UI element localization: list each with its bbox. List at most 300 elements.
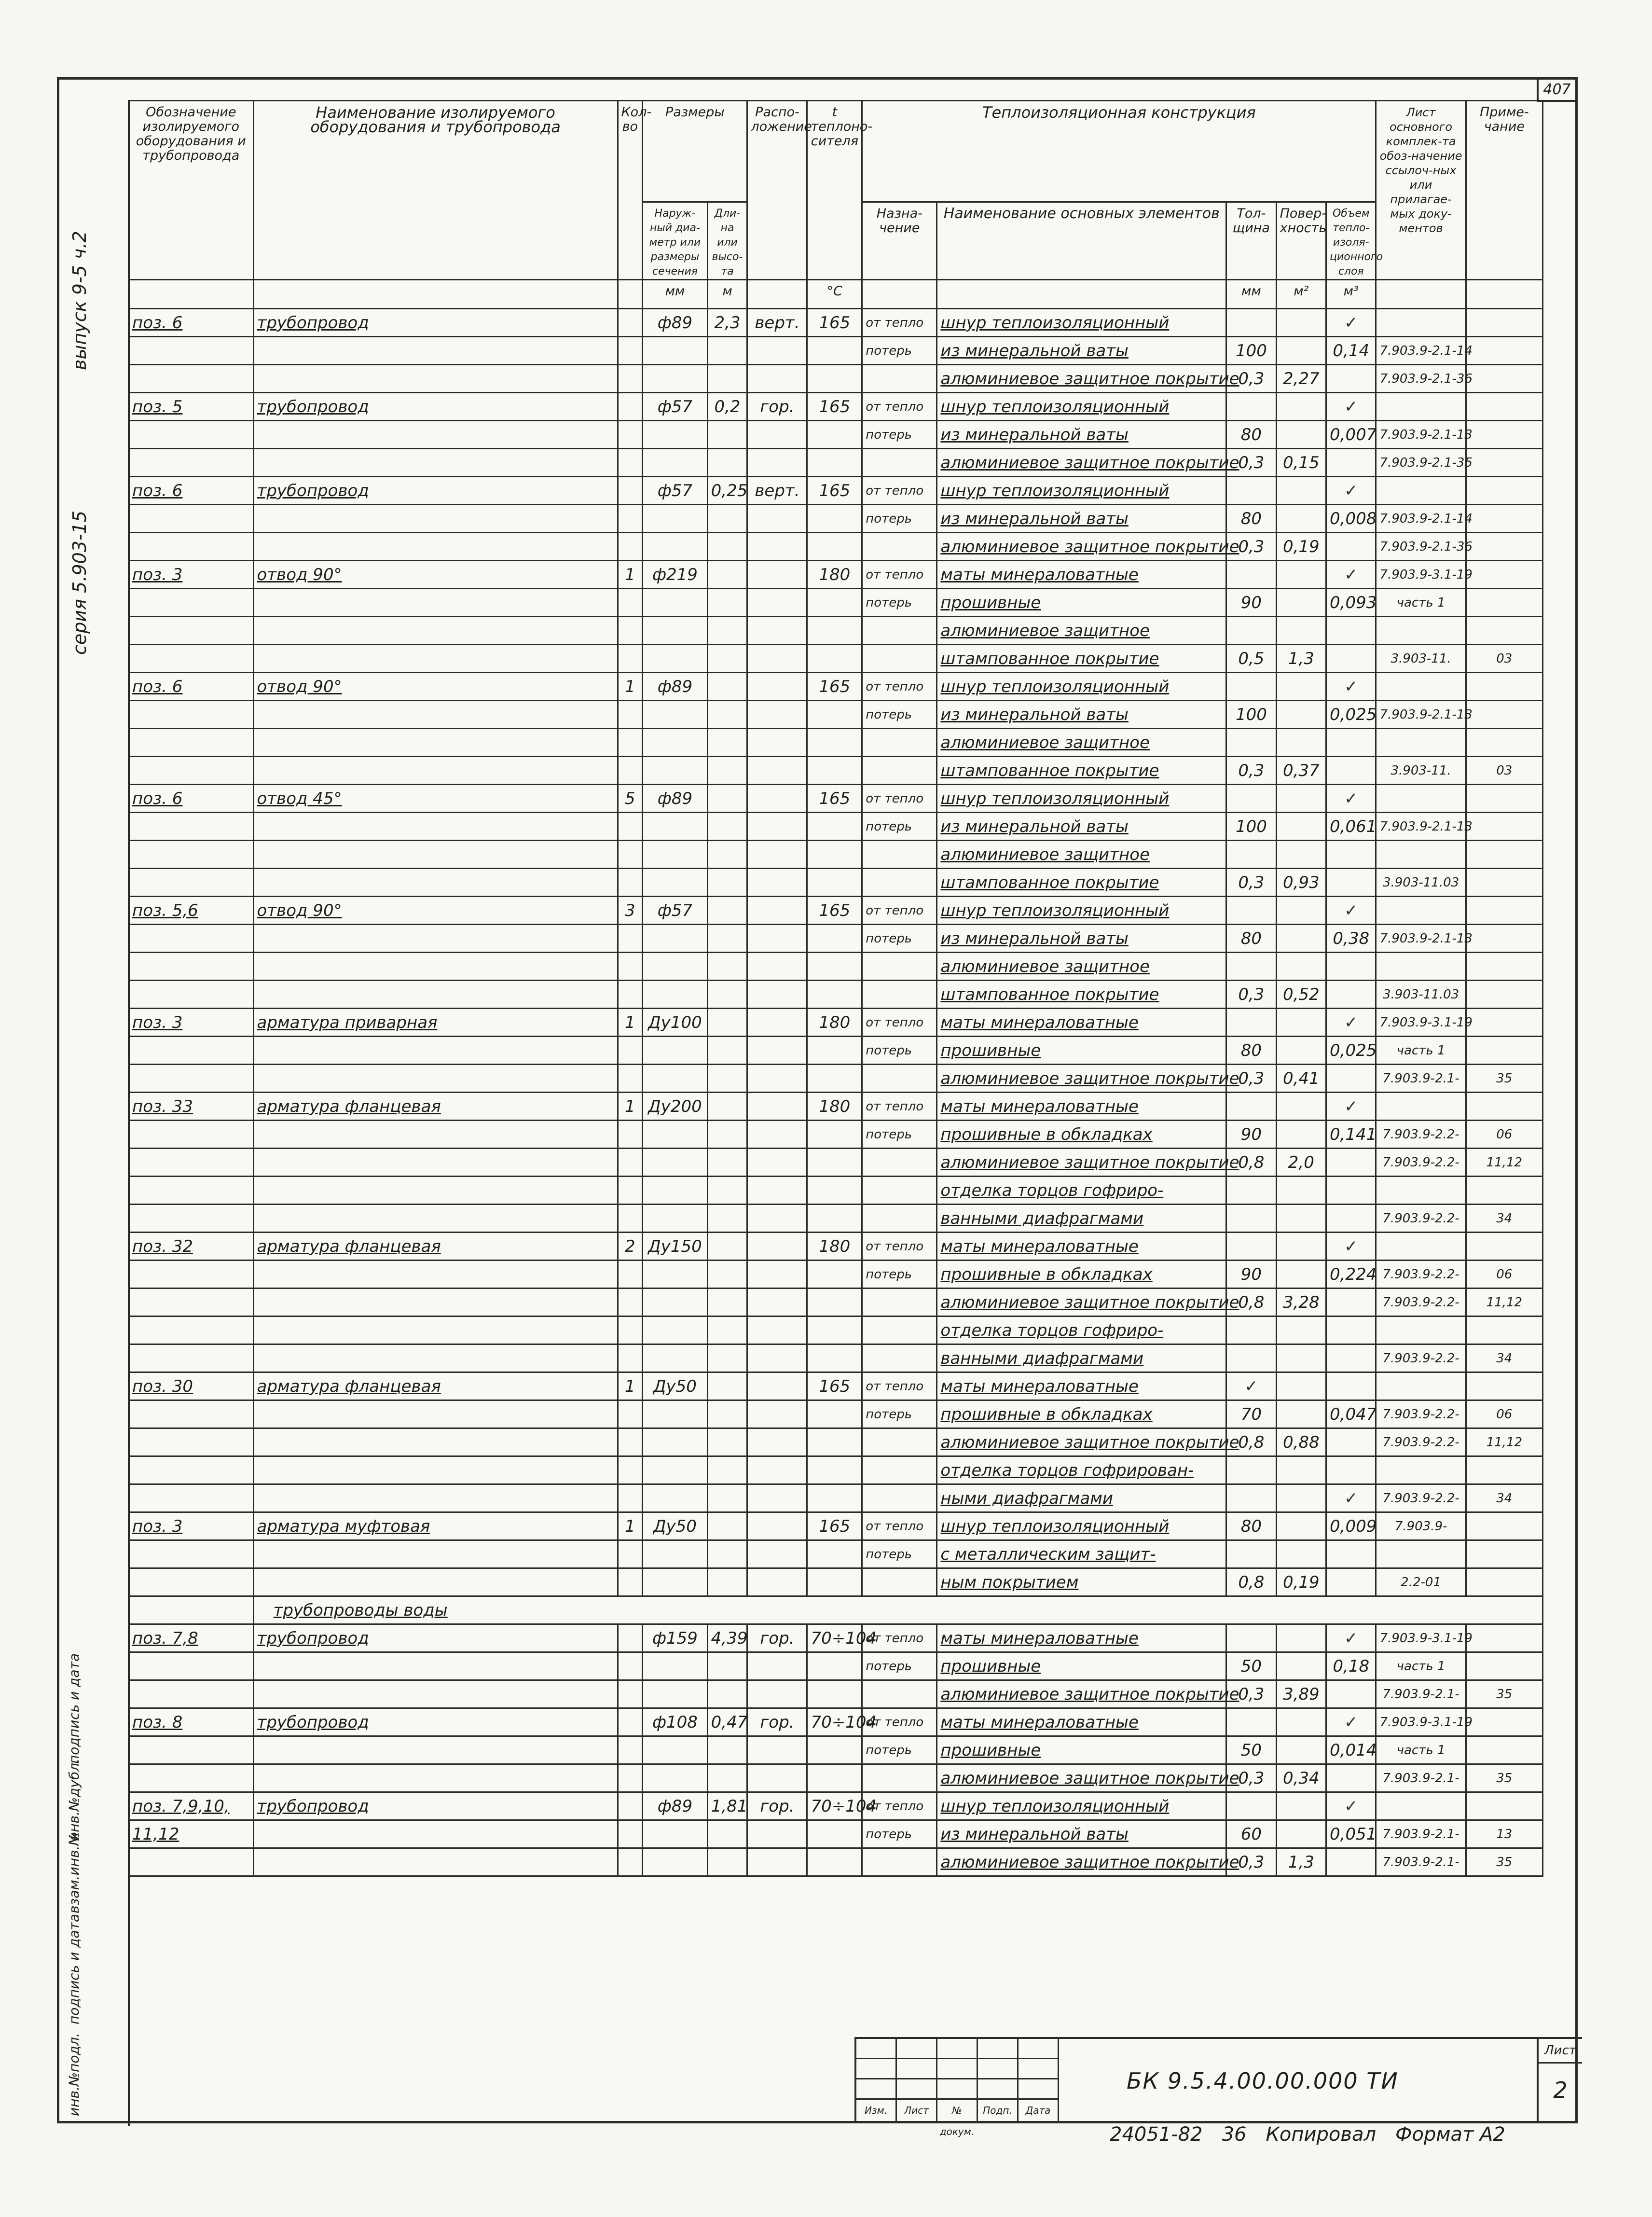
cell-surface: 0,41 <box>1276 1065 1326 1093</box>
cell-purpose: от тепло <box>862 897 937 925</box>
cell-placement <box>747 1484 807 1512</box>
cell-element: алюминиевое защитное <box>937 617 1226 645</box>
cell-qty: 1 <box>618 1009 643 1037</box>
cell-volume: 0,141 <box>1326 1121 1376 1149</box>
cell-temperature: 180 <box>807 1009 862 1037</box>
cell-volume: 0,38 <box>1326 925 1376 953</box>
cell-volume <box>1326 1149 1376 1177</box>
cell-name <box>253 1261 618 1289</box>
cell-length: 0,2 <box>707 393 747 421</box>
cell-volume: ✓ <box>1326 1708 1376 1736</box>
cell-length <box>707 1233 747 1261</box>
cell-volume <box>1326 1568 1376 1596</box>
cell-thickness <box>1226 561 1276 589</box>
cell-name <box>253 337 618 365</box>
cell-element: из минеральной ваты <box>937 421 1226 449</box>
cell-surface <box>1276 841 1326 869</box>
cell-length <box>707 897 747 925</box>
table-row <box>129 337 1543 365</box>
cell-volume: 0,224 <box>1326 1261 1376 1289</box>
cell-volume: ✓ <box>1326 1792 1376 1820</box>
cell-placement <box>747 1652 807 1680</box>
header-unit-m: м <box>707 280 747 309</box>
cell-thickness: 0,3 <box>1226 1764 1276 1792</box>
cell-designation <box>129 337 254 365</box>
tb-label-sign: Подп. <box>978 2100 1019 2121</box>
cell-temperature <box>807 1316 862 1344</box>
cell-temperature <box>807 1680 862 1708</box>
cell-sheet-ref <box>1376 1792 1466 1820</box>
cell-length <box>707 785 747 813</box>
cell-designation: поз. 32 <box>129 1233 254 1261</box>
cell-sheet-ref: 7.903.9-2.2- <box>1376 1400 1466 1428</box>
cell-temperature <box>807 1652 862 1680</box>
cell-note <box>1466 533 1542 561</box>
cell-designation: поз. 30 <box>129 1372 254 1400</box>
cell-purpose: от тепло <box>862 1708 937 1736</box>
cell-designation <box>129 645 254 673</box>
cell-temperature <box>807 1540 862 1568</box>
cell-note <box>1466 673 1542 701</box>
cell-designation <box>129 1177 254 1205</box>
cell-length <box>707 925 747 953</box>
sheet-label: Лист <box>1539 2039 1582 2064</box>
cell-thickness: ✓ <box>1226 1372 1276 1400</box>
cell-placement <box>747 785 807 813</box>
cell-outer-size: Ду50 <box>643 1372 707 1400</box>
cell-temperature <box>807 1177 862 1205</box>
cell-designation <box>129 1736 254 1764</box>
cell-length: 1,81 <box>707 1792 747 1820</box>
cell-name <box>253 813 618 841</box>
cell-designation <box>129 1484 254 1512</box>
cell-temperature <box>807 1400 862 1428</box>
header-designation: Обозначение изолируемого оборудования и трубопровода <box>129 101 254 280</box>
cell-designation: поз. 33 <box>129 1093 254 1121</box>
cell-element: шнур теплоизоляционный <box>937 1512 1226 1540</box>
cell-name <box>253 1428 618 1456</box>
cell-length <box>707 589 747 617</box>
cell-designation: поз. 5 <box>129 393 254 421</box>
cell-note <box>1466 785 1542 813</box>
cell-sheet-ref: часть 1 <box>1376 1037 1466 1065</box>
cell-note <box>1466 1037 1542 1065</box>
cell-volume: ✓ <box>1326 1009 1376 1037</box>
cell-thickness: 80 <box>1226 925 1276 953</box>
cell-designation <box>129 1149 254 1177</box>
cell-designation <box>129 813 254 841</box>
cell-qty <box>618 505 643 533</box>
cell-name <box>253 617 618 645</box>
cell-placement <box>747 1316 807 1344</box>
cell-designation <box>129 617 254 645</box>
cell-qty: 1 <box>618 1093 643 1121</box>
table-body <box>129 309 1543 1876</box>
cell-purpose <box>862 1065 937 1093</box>
cell-temperature <box>807 869 862 897</box>
cell-name <box>253 1848 618 1876</box>
cell-designation <box>129 729 254 757</box>
cell-element: алюминиевое защитное покрытие <box>937 1428 1226 1456</box>
section-row <box>129 1596 1543 1624</box>
header-unit-m3: м³ <box>1326 280 1376 309</box>
cell-sheet-ref: 7.903.9-2.1- <box>1376 1820 1466 1848</box>
cell-designation <box>129 757 254 785</box>
cell-element: алюминиевое защитное покрытие <box>937 1149 1226 1177</box>
cell-volume: 0,047 <box>1326 1400 1376 1428</box>
cell-thickness: 0,8 <box>1226 1289 1276 1316</box>
cell-sheet-ref: часть 1 <box>1376 589 1466 617</box>
cell-note <box>1466 897 1542 925</box>
cell-placement <box>747 1456 807 1484</box>
header-unit-blank <box>862 280 937 309</box>
cell-element: маты минераловатные <box>937 1624 1226 1652</box>
cell-surface <box>1276 1624 1326 1652</box>
cell-surface <box>1276 925 1326 953</box>
cell-note <box>1466 1540 1542 1568</box>
cell-temperature <box>807 645 862 673</box>
cell-placement <box>747 533 807 561</box>
cell-placement <box>747 1149 807 1177</box>
cell-surface <box>1276 953 1326 981</box>
cell-element: алюминиевое защитное покрытие <box>937 1848 1226 1876</box>
cell-designation <box>129 421 254 449</box>
cell-placement <box>747 1205 807 1233</box>
cell-sheet-ref <box>1376 729 1466 757</box>
cell-purpose <box>862 1764 937 1792</box>
cell-element: с металлическим защит- <box>937 1540 1226 1568</box>
cell-thickness: 0,3 <box>1226 1680 1276 1708</box>
cell-purpose <box>862 1680 937 1708</box>
cell-name <box>253 729 618 757</box>
cell-name <box>253 1400 618 1428</box>
cell-temperature <box>807 533 862 561</box>
cell-volume: 0,093 <box>1326 589 1376 617</box>
cell-purpose <box>862 1484 937 1512</box>
cell-element: маты минераловатные <box>937 1009 1226 1037</box>
cell-designation <box>129 1065 254 1093</box>
cell-sheet-ref: 3.903-11. <box>1376 645 1466 673</box>
cell-sheet-ref: 7.903.9-2.1-13 <box>1376 421 1466 449</box>
cell-element: штампованное покрытие <box>937 869 1226 897</box>
table-row <box>129 701 1543 729</box>
cell-name: арматура фланцевая <box>253 1233 618 1261</box>
cell-designation: поз. 6 <box>129 673 254 701</box>
cell-temperature: 165 <box>807 1512 862 1540</box>
stamp-signature-date: подпись и дата <box>66 1913 82 2024</box>
cell-qty <box>618 1037 643 1065</box>
cell-length <box>707 729 747 757</box>
cell-element: штампованное покрытие <box>937 757 1226 785</box>
cell-placement <box>747 981 807 1009</box>
cell-purpose <box>862 365 937 393</box>
cell-qty <box>618 1848 643 1876</box>
cell-volume: 0,014 <box>1326 1736 1376 1764</box>
cell-note <box>1466 561 1542 589</box>
cell-purpose <box>862 981 937 1009</box>
cell-designation <box>129 1316 254 1344</box>
cell-placement <box>747 505 807 533</box>
cell-surface: 2,27 <box>1276 365 1326 393</box>
cell-purpose: от тепло <box>862 1093 937 1121</box>
cell-purpose: от тепло <box>862 1372 937 1400</box>
cell-qty <box>618 841 643 869</box>
header-unit-mm: мм <box>1226 280 1276 309</box>
cell-placement <box>747 645 807 673</box>
cell-outer-size <box>643 421 707 449</box>
cell-thickness: 0,3 <box>1226 981 1276 1009</box>
header-size-outer: Наруж-ный диа-метр или размеры сечения <box>643 202 707 280</box>
cell-element: ными диафрагмами <box>937 1484 1226 1512</box>
cell-name <box>253 1205 618 1233</box>
cell-length <box>707 813 747 841</box>
cell-length <box>707 337 747 365</box>
cell-note: 13 <box>1466 1820 1542 1848</box>
cell-thickness: 100 <box>1226 337 1276 365</box>
header-sizes: Размеры <box>643 101 747 202</box>
tb-label-sheet: Лист <box>897 2100 937 2121</box>
cell-placement <box>747 1121 807 1149</box>
table-row <box>129 449 1543 477</box>
cell-temperature <box>807 925 862 953</box>
cell-surface <box>1276 1121 1326 1149</box>
cell-length <box>707 1400 747 1428</box>
cell-qty <box>618 449 643 477</box>
cell-thickness <box>1226 1708 1276 1736</box>
cell-outer-size: ф89 <box>643 785 707 813</box>
cell-outer-size <box>643 1316 707 1344</box>
cell-element: маты минераловатные <box>937 1708 1226 1736</box>
table-row <box>129 925 1543 953</box>
cell-placement <box>747 337 807 365</box>
cell-surface: 0,93 <box>1276 869 1326 897</box>
cell-volume <box>1326 1177 1376 1205</box>
cell-name <box>253 701 618 729</box>
cell-surface: 3,28 <box>1276 1289 1326 1316</box>
cell-name: трубопровод <box>253 393 618 421</box>
footer-inventory: 24051-82 <box>1110 2123 1203 2146</box>
cell-element: алюминиевое защитное покрытие <box>937 1680 1226 1708</box>
cell-volume <box>1326 533 1376 561</box>
cell-element: отделка торцов гофрирован- <box>937 1456 1226 1484</box>
cell-placement <box>747 1344 807 1372</box>
table-row <box>129 393 1543 421</box>
cell-sheet-ref: 7.903.9-3.1-19 <box>1376 1009 1466 1037</box>
cell-placement <box>747 841 807 869</box>
cell-thickness: 0,3 <box>1226 533 1276 561</box>
cell-qty <box>618 701 643 729</box>
table-row <box>129 309 1543 337</box>
cell-qty <box>618 1205 643 1233</box>
cell-surface <box>1276 1037 1326 1065</box>
cell-placement <box>747 1372 807 1400</box>
cell-surface <box>1276 1820 1326 1848</box>
series-label: выпуск 9-5 ч.2 <box>69 231 90 370</box>
header-name: Наименование изолируемого оборудования и трубопровода <box>253 101 618 280</box>
cell-outer-size <box>643 1428 707 1456</box>
cell-thickness <box>1226 953 1276 981</box>
cell-temperature <box>807 1848 862 1876</box>
cell-outer-size: ф89 <box>643 1792 707 1820</box>
cell-qty <box>618 1484 643 1512</box>
cell-thickness <box>1226 617 1276 645</box>
cell-purpose <box>862 757 937 785</box>
cell-temperature <box>807 421 862 449</box>
cell-note: 35 <box>1466 1680 1542 1708</box>
table-row <box>129 1344 1543 1372</box>
cell-volume: ✓ <box>1326 673 1376 701</box>
cell-temperature <box>807 757 862 785</box>
cell-designation <box>129 1205 254 1233</box>
cell-qty <box>618 869 643 897</box>
cell-sheet-ref: 7.903.9-3.1-19 <box>1376 1708 1466 1736</box>
cell-name <box>253 1680 618 1708</box>
cell-designation <box>129 1764 254 1792</box>
cell-designation: поз. 3 <box>129 1009 254 1037</box>
cell-qty <box>618 981 643 1009</box>
cell-length <box>707 533 747 561</box>
table-row <box>129 477 1543 505</box>
header-elements: Наименование основных элементов <box>937 202 1226 280</box>
cell-volume: ✓ <box>1326 309 1376 337</box>
cell-outer-size: Ду150 <box>643 1233 707 1261</box>
cell-volume <box>1326 1289 1376 1316</box>
table-row <box>129 1289 1543 1316</box>
cell-element: из минеральной ваты <box>937 925 1226 953</box>
cell-outer-size <box>643 729 707 757</box>
cell-thickness <box>1226 1624 1276 1652</box>
cell-surface: 0,52 <box>1276 981 1326 1009</box>
cell-element: шнур теплоизоляционный <box>937 897 1226 925</box>
cell-thickness: 50 <box>1226 1736 1276 1764</box>
table-row <box>129 981 1543 1009</box>
cell-name <box>253 981 618 1009</box>
table-row <box>129 505 1543 533</box>
cell-name: арматура муфтовая <box>253 1512 618 1540</box>
cell-volume <box>1326 365 1376 393</box>
cell-element: прошивные <box>937 1652 1226 1680</box>
cell-surface <box>1276 505 1326 533</box>
cell-placement <box>747 1037 807 1065</box>
table-row <box>129 1568 1543 1596</box>
table-row <box>129 897 1543 925</box>
cell-designation: поз. 3 <box>129 561 254 589</box>
cell-surface <box>1276 1792 1326 1820</box>
cell-temperature <box>807 1736 862 1764</box>
cell-purpose: от тепло <box>862 1792 937 1820</box>
cell-qty <box>618 1568 643 1596</box>
cell-surface: 1,3 <box>1276 1848 1326 1876</box>
cell-element: отделка торцов гофриро- <box>937 1316 1226 1344</box>
table-row <box>129 1177 1543 1205</box>
cell-volume: 0,009 <box>1326 1512 1376 1540</box>
cell-temperature: 180 <box>807 1233 862 1261</box>
table-row <box>129 841 1543 869</box>
cell-element: из минеральной ваты <box>937 1820 1226 1848</box>
cell-qty <box>618 477 643 505</box>
cell-purpose: потерь <box>862 1261 937 1289</box>
cell-sheet-ref: 7.903.9-2.1- <box>1376 1065 1466 1093</box>
cell-designation <box>129 589 254 617</box>
cell-purpose: потерь <box>862 505 937 533</box>
cell-designation <box>129 1848 254 1876</box>
cell-name: трубопровод <box>253 1708 618 1736</box>
cell-outer-size <box>643 757 707 785</box>
cell-thickness <box>1226 1009 1276 1037</box>
cell-outer-size <box>643 589 707 617</box>
cell-element: ным покрытием <box>937 1568 1226 1596</box>
cell-designation: поз. 6 <box>129 477 254 505</box>
cell-outer-size: Ду50 <box>643 1512 707 1540</box>
cell-note <box>1466 309 1542 337</box>
cell-qty <box>618 309 643 337</box>
cell-qty: 1 <box>618 1512 643 1540</box>
cell-thickness: 80 <box>1226 421 1276 449</box>
cell-qty <box>618 533 643 561</box>
cell-length: 2,3 <box>707 309 747 337</box>
cell-note: 35 <box>1466 1065 1542 1093</box>
cell-purpose <box>862 841 937 869</box>
cell-purpose <box>862 1316 937 1344</box>
footer-number: 36 <box>1222 2123 1247 2146</box>
cell-qty <box>618 1316 643 1344</box>
cell-volume: ✓ <box>1326 393 1376 421</box>
cell-outer-size: ф219 <box>643 561 707 589</box>
table-row <box>129 1736 1543 1764</box>
cell-thickness <box>1226 393 1276 421</box>
cell-qty <box>618 421 643 449</box>
cell-surface <box>1276 477 1326 505</box>
cell-placement <box>747 421 807 449</box>
cell-thickness <box>1226 729 1276 757</box>
cell-outer-size <box>643 337 707 365</box>
cell-thickness: 80 <box>1226 1512 1276 1540</box>
cell-volume: 0,18 <box>1326 1652 1376 1680</box>
cell-note: 06 <box>1466 1261 1542 1289</box>
cell-temperature: 165 <box>807 785 862 813</box>
cell-qty <box>618 617 643 645</box>
cell-temperature <box>807 505 862 533</box>
cell-qty <box>618 1400 643 1428</box>
cell-surface: 0,15 <box>1276 449 1326 477</box>
cell-temperature <box>807 701 862 729</box>
cell-sheet-ref <box>1376 785 1466 813</box>
header-unit-blank <box>253 280 618 309</box>
cell-placement <box>747 1065 807 1093</box>
cell-qty: 3 <box>618 897 643 925</box>
header-unit-m2: м² <box>1276 280 1326 309</box>
section-blank <box>129 1596 254 1624</box>
cell-purpose <box>862 953 937 981</box>
cell-element: шнур теплоизоляционный <box>937 1792 1226 1820</box>
cell-placement <box>747 1820 807 1848</box>
cell-volume <box>1326 645 1376 673</box>
table-row <box>129 1009 1543 1037</box>
cell-temperature <box>807 449 862 477</box>
cell-outer-size <box>643 1261 707 1289</box>
cell-designation <box>129 1261 254 1289</box>
cell-sheet-ref: 7.903.9-2.1-13 <box>1376 925 1466 953</box>
cell-temperature <box>807 1344 862 1372</box>
cell-sheet-ref: 7.903.9-2.1-14 <box>1376 505 1466 533</box>
header-qty: Кол-во <box>618 101 643 280</box>
cell-surface: 0,88 <box>1276 1428 1326 1456</box>
table-row <box>129 757 1543 785</box>
cell-qty <box>618 757 643 785</box>
cell-surface <box>1276 897 1326 925</box>
cell-placement <box>747 1233 807 1261</box>
cell-element: из минеральной ваты <box>937 505 1226 533</box>
